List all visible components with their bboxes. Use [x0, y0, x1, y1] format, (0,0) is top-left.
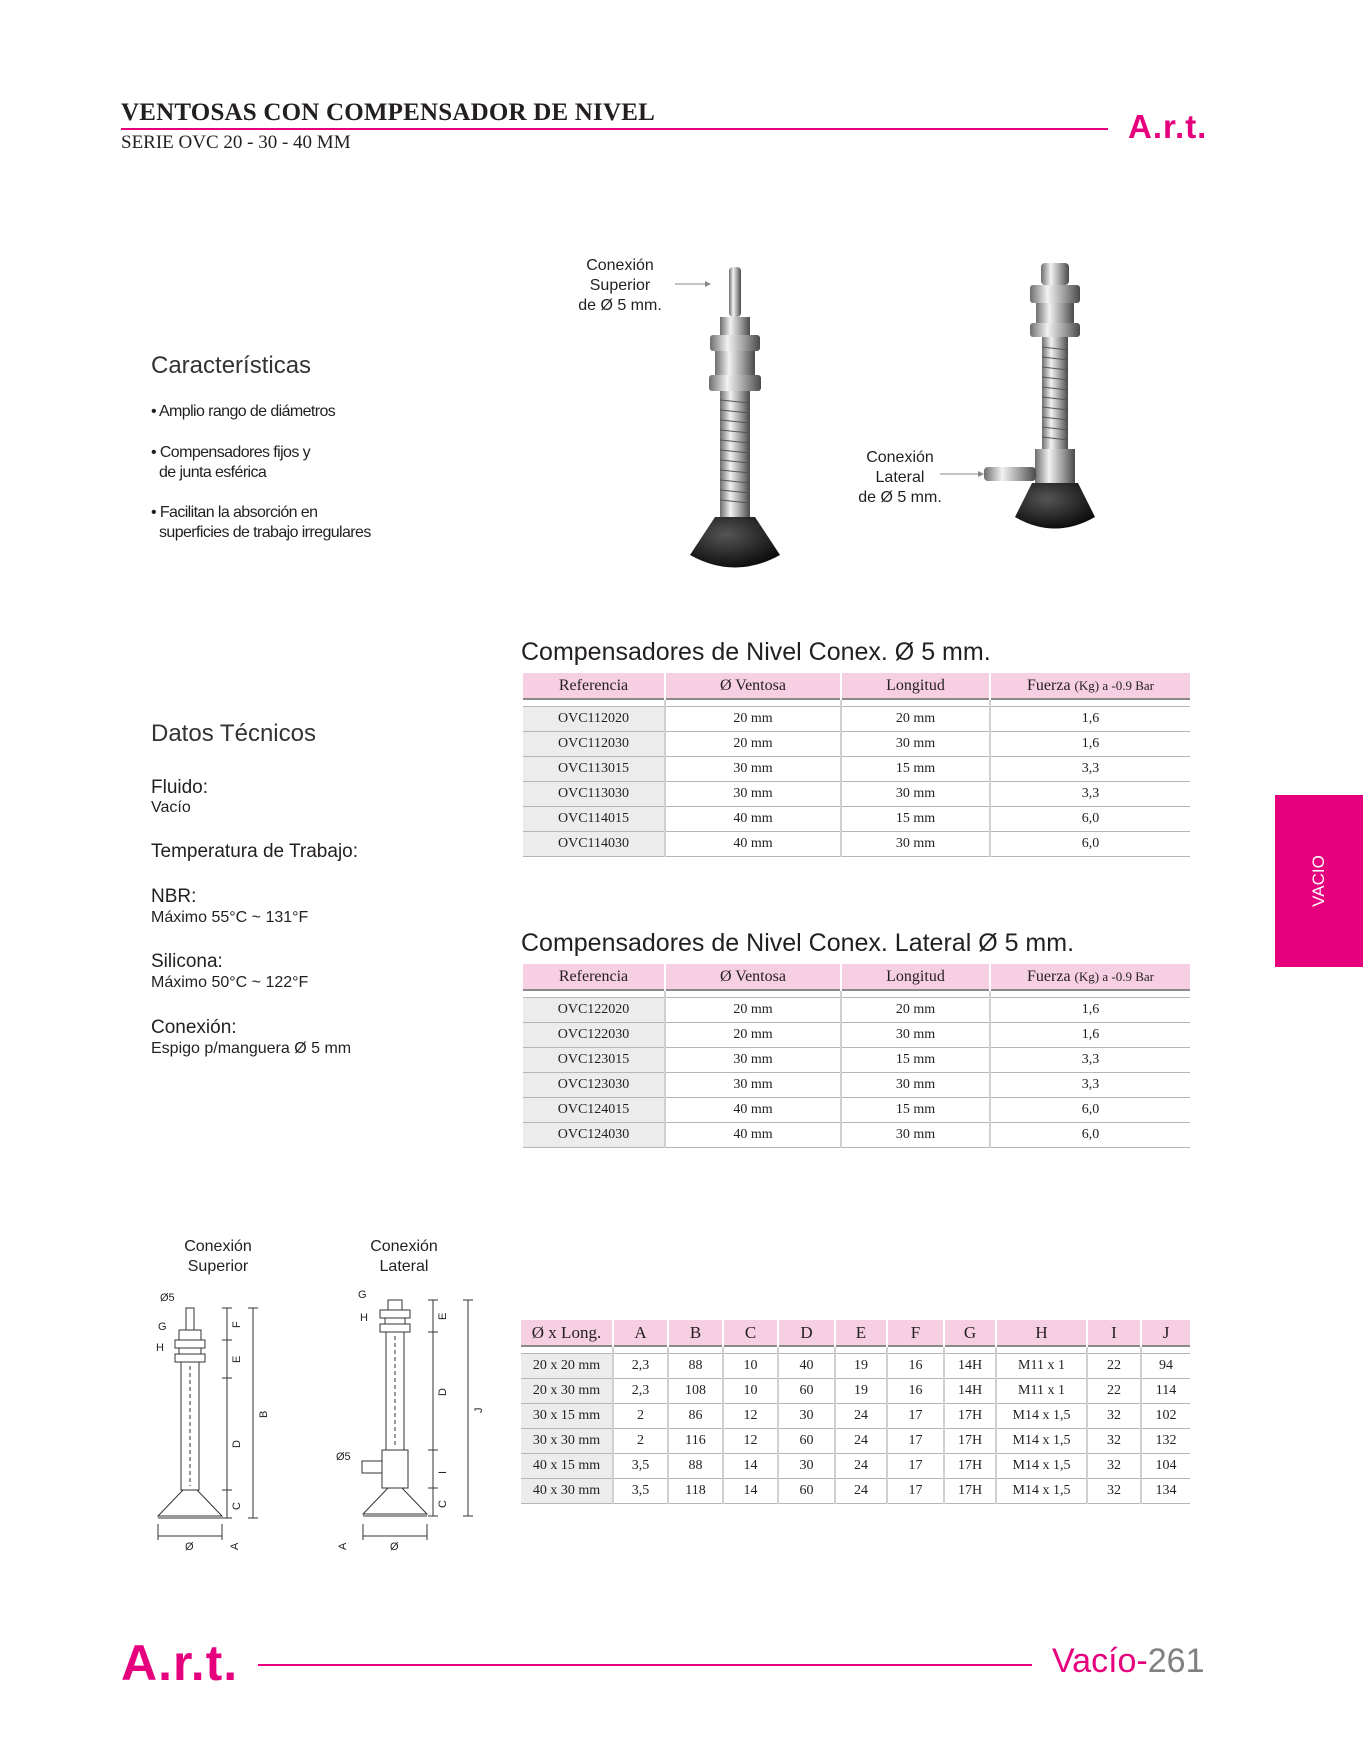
table-cell: 40 — [778, 1354, 835, 1379]
table-cell: 17 — [887, 1404, 944, 1429]
table-cell: 19 — [835, 1379, 887, 1404]
table-row — [523, 1048, 1190, 1073]
fluid-label: Fluido: — [151, 777, 209, 798]
row-reference: OVC112020 — [523, 707, 665, 732]
table-row — [523, 1098, 1190, 1123]
feature-line: de junta esférica — [159, 464, 267, 481]
dim-label: H — [156, 1342, 164, 1354]
table-cell: 2 — [613, 1404, 668, 1429]
table-cell: 15 mm — [841, 1048, 990, 1073]
table-cell: 40 mm — [665, 807, 841, 832]
row-reference: OVC123030 — [523, 1073, 665, 1098]
table-cell: 30 — [778, 1454, 835, 1479]
dim-label: G — [158, 1321, 167, 1333]
table-cell: 24 — [835, 1404, 887, 1429]
table-cell: 30 mm — [841, 1023, 990, 1048]
connection-label: Conexión: — [151, 1017, 237, 1038]
col-header: C — [723, 1320, 778, 1346]
table-cell: 30 mm — [665, 1073, 841, 1098]
table-cell: 3,5 — [613, 1479, 668, 1504]
table-row — [521, 1429, 1190, 1454]
table-cell: 60 — [778, 1479, 835, 1504]
table-row — [523, 807, 1190, 832]
table-row — [523, 832, 1190, 857]
table-cell: 20 mm — [665, 1023, 841, 1048]
product-photos — [580, 255, 1100, 575]
row-reference: 20 x 20 mm — [521, 1354, 613, 1379]
row-reference: OVC112030 — [523, 732, 665, 757]
table-cell: 88 — [668, 1354, 723, 1379]
col-header: H — [996, 1320, 1087, 1346]
table-cell: 20 mm — [841, 998, 990, 1023]
table-cell: 32 — [1087, 1479, 1141, 1504]
table-cell: 104 — [1141, 1454, 1190, 1479]
section-tab-label: VACIO — [1309, 855, 1328, 907]
table-cell: 32 — [1087, 1454, 1141, 1479]
table-cell: 1,6 — [990, 998, 1190, 1023]
footer-rule — [258, 1664, 1032, 1666]
row-reference: OVC114015 — [523, 807, 665, 832]
table-header-row — [523, 964, 1190, 990]
page-title: VENTOSAS CON COMPENSADOR DE NIVEL — [121, 99, 655, 126]
col-header: A — [613, 1320, 668, 1346]
row-reference: 30 x 15 mm — [521, 1404, 613, 1429]
table-cell: 10 — [723, 1354, 778, 1379]
table-row — [521, 1479, 1190, 1504]
table-cell: M11 x 1 — [996, 1379, 1087, 1404]
table-row — [523, 707, 1190, 732]
dim-label: Ø — [185, 1541, 194, 1553]
table-cell: M14 x 1,5 — [996, 1479, 1087, 1504]
row-reference: 40 x 15 mm — [521, 1454, 613, 1479]
table-cell: 86 — [668, 1404, 723, 1429]
table-cell: 17 — [887, 1429, 944, 1454]
header-rule — [121, 128, 1108, 130]
suction-cup-lateral-photo — [984, 263, 1095, 529]
table-row — [521, 1379, 1190, 1404]
table-cell: 30 mm — [665, 782, 841, 807]
dim-label: A — [229, 1542, 241, 1550]
table-cell: 14H — [944, 1354, 996, 1379]
feature-line: • Compensadores fijos y — [151, 444, 310, 461]
nbr-value: Máximo 55°C ~ 131°F — [151, 909, 309, 926]
drawing-caption-lateral: Conexión Lateral — [370, 1238, 438, 1275]
table-cell: 24 — [835, 1479, 887, 1504]
table-row — [521, 1404, 1190, 1429]
row-reference: OVC123015 — [523, 1048, 665, 1073]
table-cell: M14 x 1,5 — [996, 1429, 1087, 1454]
row-reference: OVC113015 — [523, 757, 665, 782]
photo-label-lateral: Conexión Lateral de Ø 5 mm. — [858, 449, 942, 506]
table-cell: 17 — [887, 1454, 944, 1479]
table-cell: 15 mm — [841, 757, 990, 782]
table-cell: 6,0 — [990, 1098, 1190, 1123]
drawing-lateral — [362, 1300, 473, 1540]
col-header: F — [887, 1320, 944, 1346]
table-cell: 40 mm — [665, 832, 841, 857]
dim-label: B — [258, 1410, 270, 1418]
table-cell: 2,3 — [613, 1379, 668, 1404]
dimension-drawings — [150, 1288, 485, 1558]
table-cell: 19 — [835, 1354, 887, 1379]
photo-label-top: Conexión Superior de Ø 5 mm. — [578, 257, 662, 314]
table-cell: 30 mm — [841, 1123, 990, 1148]
row-reference: OVC122030 — [523, 1023, 665, 1048]
table-cell: 20 mm — [841, 707, 990, 732]
table-row — [523, 782, 1190, 807]
dim-label: E — [231, 1355, 243, 1363]
brand-logo: A.r.t. — [1128, 108, 1208, 145]
table-cell: 10 — [723, 1379, 778, 1404]
table-cell: 32 — [1087, 1429, 1141, 1454]
table-cell: 108 — [668, 1379, 723, 1404]
table-row — [523, 1023, 1190, 1048]
col-header: B — [668, 1320, 723, 1346]
col-header: Ø Ventosa — [665, 673, 841, 699]
table-cell: 15 mm — [841, 807, 990, 832]
table-cell: 6,0 — [990, 807, 1190, 832]
table-cell: 17H — [944, 1429, 996, 1454]
table-row — [521, 1354, 1190, 1379]
table1-title: Compensadores de Nivel Conex. Ø 5 mm. — [521, 638, 991, 666]
row-reference: OVC113030 — [523, 782, 665, 807]
page-number: Vacío-261 — [1052, 1642, 1205, 1680]
feature-item: • Amplio rango de diámetros — [151, 403, 336, 420]
table-cell: 17H — [944, 1404, 996, 1429]
table-cell: 30 mm — [841, 732, 990, 757]
table-cell: 16 — [887, 1354, 944, 1379]
table-cell: 32 — [1087, 1404, 1141, 1429]
dim-label: C — [437, 1500, 449, 1508]
table-cell: 14 — [723, 1479, 778, 1504]
table-cell: 16 — [887, 1379, 944, 1404]
table-cell: 134 — [1141, 1479, 1190, 1504]
table-cell: M14 x 1,5 — [996, 1404, 1087, 1429]
row-reference: 30 x 30 mm — [521, 1429, 613, 1454]
col-header: D — [778, 1320, 835, 1346]
row-reference: OVC124030 — [523, 1123, 665, 1148]
table-cell: 14 — [723, 1454, 778, 1479]
dim-label: E — [437, 1312, 449, 1320]
table-cell: 60 — [778, 1429, 835, 1454]
feature-item — [151, 503, 371, 543]
feature-line: • Facilitan la absorción en — [151, 504, 318, 521]
table-row — [523, 757, 1190, 782]
col-header: Ø Ventosa — [665, 964, 841, 990]
table-cell: 30 mm — [841, 1073, 990, 1098]
dim-label: J — [473, 1407, 485, 1413]
table-cell: 3,3 — [990, 782, 1190, 807]
row-reference: OVC124015 — [523, 1098, 665, 1123]
table-cell: 1,6 — [990, 732, 1190, 757]
row-reference: OVC122020 — [523, 998, 665, 1023]
footer-logo: A.r.t. — [121, 1635, 239, 1691]
table-cell: 60 — [778, 1379, 835, 1404]
dim-label: D — [437, 1388, 449, 1396]
table-row — [523, 1123, 1190, 1148]
table2-title: Compensadores de Nivel Conex. Lateral Ø 5 mm. — [521, 929, 1075, 957]
table-cell: 20 mm — [665, 732, 841, 757]
col-header: Longitud — [841, 673, 990, 699]
col-header: J — [1141, 1320, 1190, 1346]
dim-label: Ø5 — [336, 1451, 351, 1463]
table-cell: 88 — [668, 1454, 723, 1479]
row-reference: OVC114030 — [523, 832, 665, 857]
table-cell: 132 — [1141, 1429, 1190, 1454]
table-cell: 118 — [668, 1479, 723, 1504]
table-cell: M11 x 1 — [996, 1354, 1087, 1379]
nbr-label: NBR: — [151, 886, 197, 907]
dimensions-table — [521, 1320, 1190, 1504]
col-header: Referencia — [523, 673, 665, 699]
table-cell: 24 — [835, 1429, 887, 1454]
table-cell: 14H — [944, 1379, 996, 1404]
drawing-caption-superior: Conexión Superior — [184, 1238, 252, 1275]
table-cell: 17H — [944, 1454, 996, 1479]
feature-item — [151, 443, 310, 483]
product-table-lateral-connection — [523, 964, 1190, 1148]
dim-label: I — [437, 1470, 449, 1474]
suction-cup-top-photo — [690, 267, 780, 568]
table-cell: 2 — [613, 1429, 668, 1454]
table-row — [523, 732, 1190, 757]
table-row — [523, 998, 1190, 1023]
row-reference: 40 x 30 mm — [521, 1479, 613, 1504]
page-subtitle: SERIE OVC 20 - 30 - 40 MM — [121, 132, 351, 153]
technical-data-heading: Datos Técnicos — [151, 720, 316, 747]
table-cell: 3,5 — [613, 1454, 668, 1479]
section-tab[interactable] — [1275, 795, 1363, 967]
col-header: Ø x Long. — [521, 1320, 613, 1346]
col-header: G — [944, 1320, 996, 1346]
table-cell: 24 — [835, 1454, 887, 1479]
col-header: Fuerza (Kg) a -0.9 Bar — [990, 673, 1190, 699]
table-cell: 1,6 — [990, 707, 1190, 732]
table-cell: 40 mm — [665, 1123, 841, 1148]
col-header: Fuerza (Kg) a -0.9 Bar — [990, 964, 1190, 990]
row-reference: 20 x 30 mm — [521, 1379, 613, 1404]
col-header: E — [835, 1320, 887, 1346]
table-cell: 15 mm — [841, 1098, 990, 1123]
dim-label: Ø — [390, 1541, 399, 1553]
features-heading: Características — [151, 352, 312, 379]
table-cell: 6,0 — [990, 832, 1190, 857]
table-cell: M14 x 1,5 — [996, 1454, 1087, 1479]
dim-label: Ø5 — [160, 1292, 175, 1304]
table-row — [521, 1454, 1190, 1479]
dim-label: G — [358, 1289, 367, 1301]
table-header-row — [521, 1320, 1190, 1346]
table-cell: 22 — [1087, 1354, 1141, 1379]
silicone-label: Silicona: — [151, 951, 223, 972]
table-cell: 17H — [944, 1479, 996, 1504]
dim-label: A — [337, 1542, 349, 1550]
table-cell: 3,3 — [990, 1073, 1190, 1098]
table-cell: 20 mm — [665, 707, 841, 732]
table-cell: 6,0 — [990, 1123, 1190, 1148]
fluid-value: Vacío — [151, 799, 191, 816]
table-cell: 30 mm — [841, 832, 990, 857]
table-cell: 30 — [778, 1404, 835, 1429]
silicone-value: Máximo 50°C ~ 122°F — [151, 974, 309, 991]
table-row — [523, 1073, 1190, 1098]
table-cell: 2,3 — [613, 1354, 668, 1379]
table-cell: 30 mm — [841, 782, 990, 807]
table-cell: 3,3 — [990, 757, 1190, 782]
table-cell: 1,6 — [990, 1023, 1190, 1048]
table-cell: 116 — [668, 1429, 723, 1454]
table-cell: 12 — [723, 1404, 778, 1429]
table-cell: 20 mm — [665, 998, 841, 1023]
table-header-row — [523, 673, 1190, 699]
drawing-superior — [158, 1308, 258, 1540]
dim-label: H — [360, 1312, 368, 1324]
table-cell: 94 — [1141, 1354, 1190, 1379]
table-cell: 30 mm — [665, 757, 841, 782]
dim-label: C — [231, 1502, 243, 1510]
table-cell: 12 — [723, 1429, 778, 1454]
col-header: Longitud — [841, 964, 990, 990]
product-table-top-connection — [523, 673, 1190, 857]
table-cell: 102 — [1141, 1404, 1190, 1429]
table-cell: 40 mm — [665, 1098, 841, 1123]
table-cell: 30 mm — [665, 1048, 841, 1073]
table-cell: 3,3 — [990, 1048, 1190, 1073]
col-header: I — [1087, 1320, 1141, 1346]
table-cell: 22 — [1087, 1379, 1141, 1404]
connection-value: Espigo p/manguera Ø 5 mm — [151, 1040, 352, 1057]
temperature-label: Temperatura de Trabajo: — [151, 841, 359, 862]
table-cell: 114 — [1141, 1379, 1190, 1404]
dim-label: F — [231, 1321, 243, 1328]
table-cell: 17 — [887, 1479, 944, 1504]
feature-line: superficies de trabajo irregulares — [159, 524, 371, 541]
col-header: Referencia — [523, 964, 665, 990]
dim-label: D — [231, 1440, 243, 1448]
